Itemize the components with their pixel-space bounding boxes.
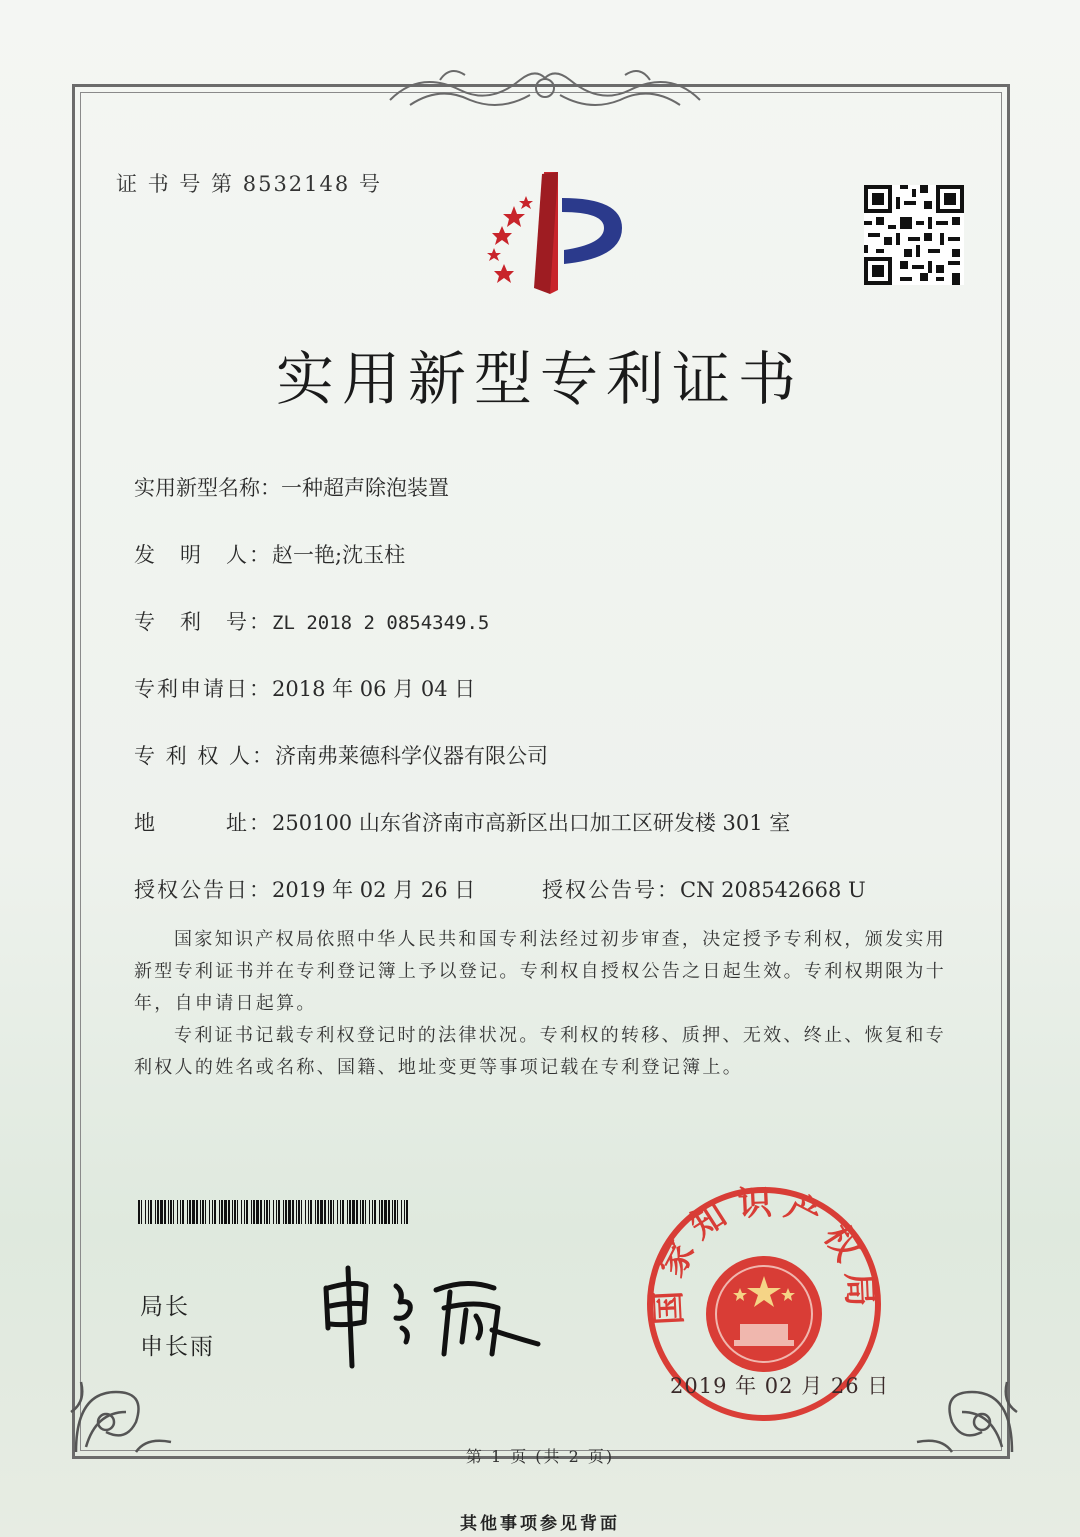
barcode-bar <box>251 1200 252 1224</box>
barcode-bar <box>148 1200 149 1224</box>
barcode-bar <box>317 1200 319 1224</box>
barcode-bar <box>244 1200 245 1224</box>
certificate-title: 实用新型专利证书 <box>275 345 804 413</box>
back-side-note: 其他事项参见背面 <box>460 1514 620 1534</box>
barcode-bar <box>404 1200 405 1224</box>
address-label: 地 址： <box>134 811 272 835</box>
patentee-row <box>134 740 548 770</box>
barcode-bar <box>362 1200 364 1224</box>
barcode-bar <box>308 1200 309 1224</box>
barcode-bar <box>365 1200 366 1224</box>
filing-date-value: 2018 年 06 月 04 日 <box>272 677 476 701</box>
grant-date-row <box>134 874 475 904</box>
barcode-bar <box>269 1200 270 1224</box>
barcode-bar <box>296 1200 297 1224</box>
barcode-bar <box>347 1200 348 1224</box>
director-signature-icon <box>316 1258 546 1370</box>
barcode-bar <box>394 1200 396 1224</box>
utility-model-name-label: 实用新型名称： <box>134 476 281 500</box>
seal-date: 2019 年 02 月 26 日 <box>670 1374 890 1398</box>
barcode-bar <box>388 1200 390 1224</box>
address-row <box>134 807 790 837</box>
barcode-bar <box>256 1200 259 1224</box>
barcode-bar <box>246 1200 248 1224</box>
grant-date-value: 2019 年 02 月 26 日 <box>272 878 476 902</box>
barcode-bar <box>273 1200 274 1224</box>
barcode-bar <box>379 1200 380 1224</box>
barcode-bar <box>212 1200 213 1224</box>
patentee-value: 济南弗莱德科学仪器有限公司 <box>275 744 549 768</box>
barcode-bar <box>219 1200 220 1224</box>
barcode-bar <box>333 1200 334 1224</box>
barcode-bar <box>381 1200 383 1224</box>
utility-model-name-value: 一种超声除泡装置 <box>281 476 449 500</box>
barcode-bar <box>288 1200 291 1224</box>
barcode-bar <box>234 1200 236 1224</box>
certificate-number-label: 证 书 号 第 <box>116 172 235 196</box>
barcode-bar <box>164 1200 166 1224</box>
barcode-bar <box>374 1200 376 1224</box>
patent-office-emblem-icon <box>462 168 632 300</box>
top-ornament-icon <box>380 60 710 120</box>
inventor-row <box>134 539 405 569</box>
barcode-bar <box>352 1200 355 1224</box>
barcode-bar <box>305 1200 306 1224</box>
director-name: 申长雨 <box>140 1334 215 1360</box>
grant-number-label: 授权公告号： <box>542 878 680 902</box>
patent-number-value: ZL 2018 2 0854349.5 <box>272 612 490 634</box>
barcode-bar <box>177 1200 178 1224</box>
barcode-bar <box>356 1200 358 1224</box>
barcode-bar <box>276 1200 277 1224</box>
barcode-bar <box>340 1200 341 1224</box>
barcode-bar <box>283 1200 284 1224</box>
barcode-bar <box>214 1200 216 1224</box>
barcode-bar <box>232 1200 233 1224</box>
filing-date-row <box>134 673 475 703</box>
barcode-bar <box>285 1200 287 1224</box>
barcode-bar <box>237 1200 238 1224</box>
utility-model-name-row <box>134 472 449 502</box>
barcode-bar <box>349 1200 351 1224</box>
legal-status-paragraph: 专利证书记载专利权登记时的法律状况。专利权的转移、质押、无效、终止、恢复和专利权人的姓名或名称、国籍、地址变更等事项记载在专利登记簿上。 <box>134 1025 946 1078</box>
certificate-number <box>116 168 382 198</box>
filing-date-label: 专利申请日： <box>134 677 272 701</box>
inventor-label: 发 明 人： <box>134 543 272 567</box>
director-title: 局长 <box>140 1294 190 1320</box>
barcode-bar <box>324 1200 326 1224</box>
barcode-bar <box>145 1200 146 1224</box>
patent-number-label: 专 利 号： <box>134 610 272 634</box>
barcode-bar <box>173 1200 174 1224</box>
barcode-bar <box>337 1200 338 1224</box>
barcode-bar <box>157 1200 159 1224</box>
barcode-bar <box>264 1200 265 1224</box>
barcode-bar <box>180 1200 181 1224</box>
barcode-bar <box>401 1200 402 1224</box>
barcode-bar <box>330 1200 332 1224</box>
barcode-bar <box>182 1200 184 1224</box>
barcode-bar <box>141 1200 142 1224</box>
barcode-bar <box>160 1200 163 1224</box>
barcode-bar <box>253 1200 255 1224</box>
barcode-bar <box>278 1200 280 1224</box>
barcode-bar <box>138 1200 140 1224</box>
barcode-bar <box>168 1200 169 1224</box>
barcode-bar <box>310 1200 312 1224</box>
barcode-bar <box>292 1200 294 1224</box>
barcode-bar <box>241 1200 242 1224</box>
barcode-bar <box>372 1200 373 1224</box>
barcode-bar <box>328 1200 329 1224</box>
barcode-bar <box>170 1200 172 1224</box>
barcode-bar <box>155 1200 156 1224</box>
barcode-bar <box>360 1200 361 1224</box>
patent-number-row <box>134 606 489 636</box>
barcode-bar <box>192 1200 195 1224</box>
barcode-bar <box>202 1200 204 1224</box>
barcode-bar <box>260 1200 262 1224</box>
inventor-value: 赵一艳;沈玉柱 <box>272 543 406 567</box>
barcode-bar <box>228 1200 230 1224</box>
barcode-bar <box>196 1200 198 1224</box>
grant-date-label: 授权公告日： <box>134 878 272 902</box>
barcode-bar <box>320 1200 323 1224</box>
barcode-bar <box>342 1200 344 1224</box>
barcode-bar <box>392 1200 393 1224</box>
svg-text:国家知识产权局: 国家知识产权局 <box>648 1184 880 1326</box>
barcode-bar <box>189 1200 191 1224</box>
barcode-bar <box>205 1200 206 1224</box>
certificate-number-suffix: 号 <box>358 172 382 196</box>
barcode-bar <box>209 1200 210 1224</box>
barcode-bar <box>150 1200 152 1224</box>
barcode-bar <box>200 1200 201 1224</box>
barcode-bar <box>315 1200 316 1224</box>
barcode-bar <box>397 1200 398 1224</box>
barcode-bar <box>369 1200 370 1224</box>
barcode-bar <box>384 1200 387 1224</box>
barcode-bar <box>301 1200 302 1224</box>
barcode-bar <box>266 1200 268 1224</box>
barcode-bar <box>298 1200 300 1224</box>
certificate-number-value: 8532148 <box>242 172 351 196</box>
patentee-label: 专 利 权 人： <box>134 744 276 768</box>
qr-code-icon[interactable] <box>864 184 964 286</box>
page-indicator: 第 1 页 (共 2 页) <box>465 1447 615 1466</box>
barcode-bar <box>187 1200 188 1224</box>
grant-number-value: CN 208542668 U <box>680 878 866 902</box>
barcode-icon <box>138 1200 412 1224</box>
barcode-bar <box>224 1200 227 1224</box>
barcode-bar <box>406 1200 408 1224</box>
barcode-bar <box>221 1200 223 1224</box>
grant-number-row <box>542 874 866 904</box>
address-value: 250100 山东省济南市高新区出口加工区研发楼 301 室 <box>272 811 791 835</box>
certificate-statement-paragraph: 国家知识产权局依照中华人民共和国专利法经过初步审查，决定授予专利权，颁发实用新型专利证书并在专利登记簿上予以登记。专利权自授权公告之日起生效。专利权期限为十年，自申请日起算。 <box>134 929 946 1014</box>
